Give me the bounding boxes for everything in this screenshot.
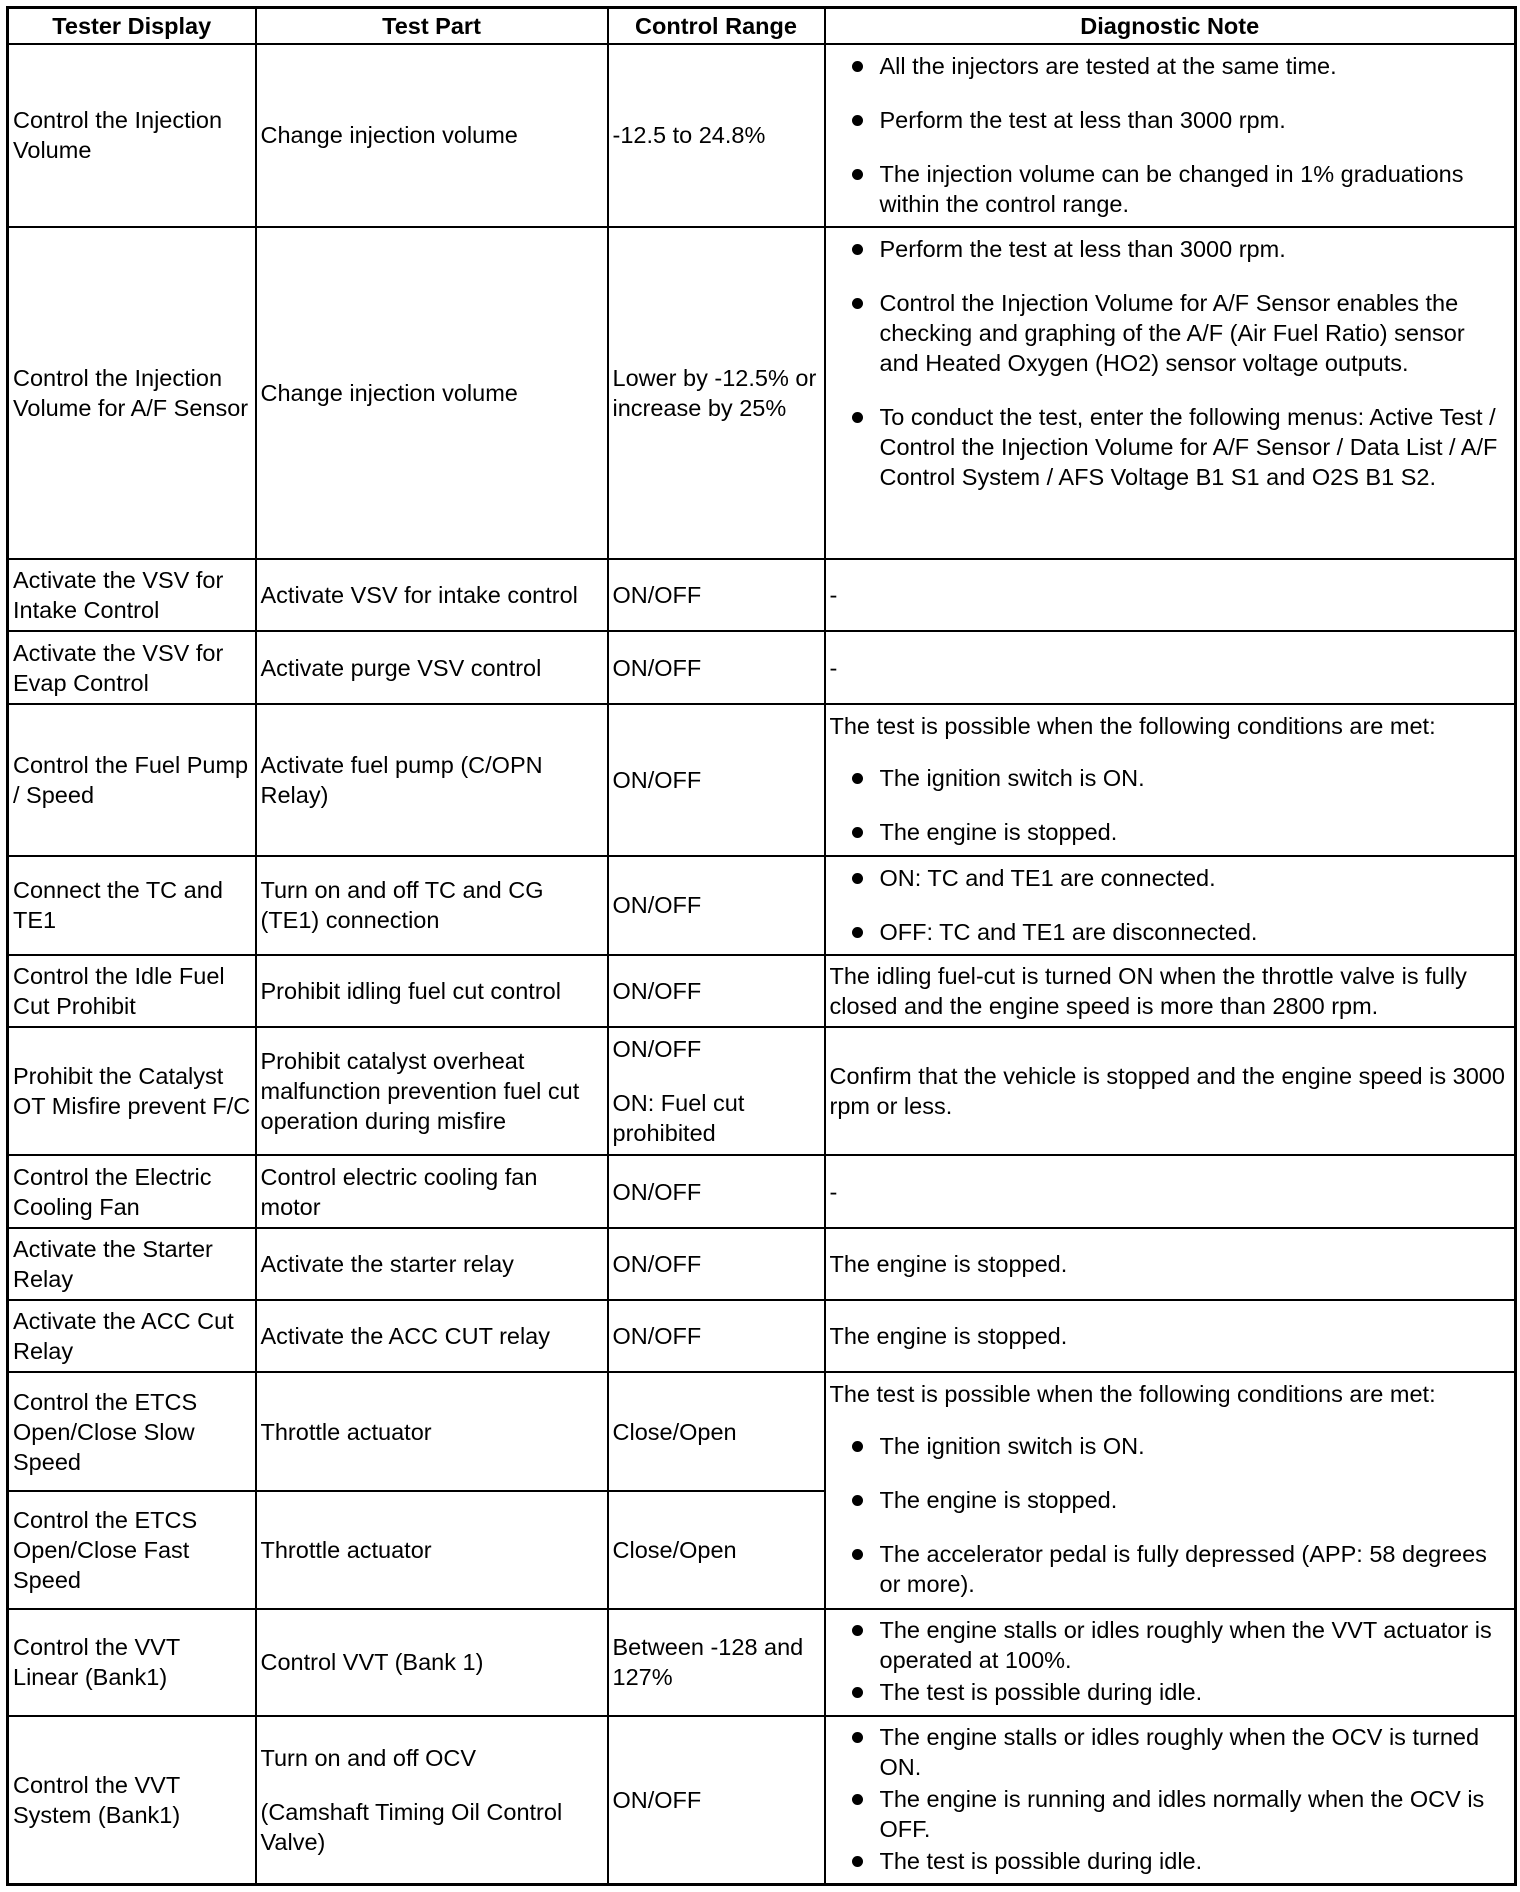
note-lead: The test is possible when the following conditions are met:	[829, 712, 1436, 739]
tester-display-cell: Activate the VSV for Evap Control	[8, 631, 256, 703]
tester-display-cell: Control the VVT System (Bank1)	[8, 1716, 256, 1885]
tester-display-cell: Activate the VSV for Intake Control	[8, 559, 256, 631]
table-row	[8, 955, 1516, 1027]
test-part-cell: Activate fuel pump (C/OPN Relay)	[256, 704, 608, 857]
test-part-cell: Prohibit idling fuel cut control	[256, 955, 608, 1027]
diagnostic-note-cell	[825, 1372, 1516, 1609]
note-bullet: All the injectors are tested at the same time.	[830, 51, 1511, 81]
test-part-cell	[256, 1716, 608, 1885]
note-bullet: The ignition switch is ON.	[830, 1431, 1511, 1461]
test-part-cell: Control electric cooling fan motor	[256, 1155, 608, 1227]
active-test-table	[6, 6, 1517, 1886]
control-range-cell: ON/OFF	[608, 955, 825, 1027]
tester-display-cell: Control the Idle Fuel Cut Prohibit	[8, 955, 256, 1027]
note-bullet: Perform the test at less than 3000 rpm.	[830, 105, 1511, 135]
test-part-cell: Change injection volume	[256, 44, 608, 227]
note-bullets	[830, 1615, 1511, 1707]
diagnostic-note-cell	[825, 1609, 1516, 1715]
diagnostic-note-cell	[825, 44, 1516, 227]
tester-display-cell: Activate the ACC Cut Relay	[8, 1300, 256, 1372]
tester-display-cell: Prohibit the Catalyst OT Misfire prevent F/C	[8, 1027, 256, 1156]
diagnostic-note-cell: -	[825, 631, 1516, 703]
note-lead: The test is possible when the following conditions are met:	[829, 1381, 1436, 1408]
note-bullets	[830, 234, 1511, 492]
table-row	[8, 227, 1516, 559]
table-row	[8, 1300, 1516, 1372]
tester-display-cell: Control the ETCS Open/Close Fast Speed	[8, 1491, 256, 1609]
diagnostic-note-cell	[825, 856, 1516, 954]
tester-display-cell: Connect the TC and TE1	[8, 856, 256, 954]
control-range-cell: Close/Open	[608, 1491, 825, 1609]
test-part-cell: Throttle actuator	[256, 1372, 608, 1490]
test-part-cell: Activate VSV for intake control	[256, 559, 608, 631]
table-row	[8, 1716, 1516, 1885]
note-bullet: The ignition switch is ON.	[830, 763, 1511, 793]
tester-display-cell: Control the Injection Volume for A/F Sensor	[8, 227, 256, 559]
tester-display-cell: Control the VVT Linear (Bank1)	[8, 1609, 256, 1715]
test-part-cell: Change injection volume	[256, 227, 608, 559]
active-test-page	[6, 6, 1514, 1886]
control-range-cell: ON/OFF	[608, 1300, 825, 1372]
control-range-cell: ON/OFF	[608, 559, 825, 631]
table-row	[8, 1372, 1516, 1490]
tester-display-cell: Control the Electric Cooling Fan	[8, 1155, 256, 1227]
tester-display-cell: Control the ETCS Open/Close Slow Speed	[8, 1372, 256, 1490]
control-range-cell: ON/OFF	[608, 1228, 825, 1300]
note-bullet: The test is possible during idle.	[830, 1677, 1511, 1707]
control-range-cell	[608, 1027, 825, 1156]
header-diagnostic-note: Diagnostic Note	[825, 8, 1516, 45]
diagnostic-note-cell: -	[825, 1155, 1516, 1227]
note-bullet: The accelerator pedal is fully depressed (APP: 58 degrees or more).	[830, 1539, 1511, 1599]
diagnostic-note-cell: The engine is stopped.	[825, 1300, 1516, 1372]
test-part-value: Turn on and off OCV	[260, 1744, 477, 1771]
control-range-cell: Close/Open	[608, 1372, 825, 1490]
table-row	[8, 559, 1516, 631]
control-range-cell: ON/OFF	[608, 631, 825, 703]
note-bullet: The engine is running and idles normally when the OCV is OFF.	[830, 1784, 1511, 1844]
note-bullet: OFF: TC and TE1 are disconnected.	[830, 917, 1511, 947]
note-bullet: Perform the test at less than 3000 rpm.	[830, 234, 1511, 264]
note-bullets	[830, 863, 1511, 947]
table-row	[8, 1027, 1516, 1156]
diagnostic-note-cell: -	[825, 559, 1516, 631]
control-range-cell: ON/OFF	[608, 856, 825, 954]
note-bullets	[830, 1722, 1511, 1876]
control-range-value: ON/OFF	[612, 1036, 702, 1063]
table-row	[8, 704, 1516, 857]
diagnostic-note-cell: The engine is stopped.	[825, 1228, 1516, 1300]
control-range-cell: Lower by -12.5% or increase by 25%	[608, 227, 825, 559]
test-part-detail: (Camshaft Timing Oil Control Valve)	[260, 1798, 563, 1855]
header-test-part: Test Part	[256, 8, 608, 45]
note-bullets	[830, 763, 1511, 847]
note-bullet: To conduct the test, enter the following menus: Active Test / Control the Injection Volume for A/F Sensor / Data List / A/F Control System / AFS Voltage B1 S1 and O2S B1 S2.	[830, 402, 1511, 492]
diagnostic-note-cell: The idling fuel-cut is turned ON when the throttle valve is fully closed and the engine speed is more than 2800 rpm.	[825, 955, 1516, 1027]
note-bullet: ON: TC and TE1 are connected.	[830, 863, 1511, 893]
note-bullet: The engine stalls or idles roughly when the VVT actuator is operated at 100%.	[830, 1615, 1511, 1675]
test-part-cell: Control VVT (Bank 1)	[256, 1609, 608, 1715]
table-row	[8, 44, 1516, 227]
table-row	[8, 1155, 1516, 1227]
test-part-cell: Activate purge VSV control	[256, 631, 608, 703]
test-part-cell: Activate the starter relay	[256, 1228, 608, 1300]
test-part-cell: Throttle actuator	[256, 1491, 608, 1609]
tester-display-cell: Control the Injection Volume	[8, 44, 256, 227]
control-range-cell: -12.5 to 24.8%	[608, 44, 825, 227]
control-range-cell: Between -128 and 127%	[608, 1609, 825, 1715]
diagnostic-note-cell: Confirm that the vehicle is stopped and the engine speed is 3000 rpm or less.	[825, 1027, 1516, 1156]
note-bullet: The test is possible during idle.	[830, 1846, 1511, 1876]
test-part-cell: Turn on and off TC and CG (TE1) connection	[256, 856, 608, 954]
tester-display-cell: Control the Fuel Pump / Speed	[8, 704, 256, 857]
diagnostic-note-cell	[825, 704, 1516, 857]
note-bullet: The engine is stopped.	[830, 1485, 1511, 1515]
note-bullet: The engine stalls or idles roughly when the OCV is turned ON.	[830, 1722, 1511, 1782]
note-bullet: Control the Injection Volume for A/F Sensor enables the checking and graphing of the A/F (Air Fuel Ratio) sensor and Heated Oxygen (HO2) sensor voltage outputs.	[830, 288, 1511, 378]
diagnostic-note-cell	[825, 1716, 1516, 1885]
note-bullet: The engine is stopped.	[830, 817, 1511, 847]
control-range-cell: ON/OFF	[608, 1155, 825, 1227]
table-row	[8, 631, 1516, 703]
control-range-cell: ON/OFF	[608, 1716, 825, 1885]
table-row	[8, 856, 1516, 954]
test-part-cell: Prohibit catalyst overheat malfunction prevention fuel cut operation during misfire	[256, 1027, 608, 1156]
control-range-cell: ON/OFF	[608, 704, 825, 857]
control-range-detail: ON: Fuel cut prohibited	[612, 1090, 745, 1147]
tester-display-cell: Activate the Starter Relay	[8, 1228, 256, 1300]
note-bullets	[830, 51, 1511, 219]
table-row	[8, 1228, 1516, 1300]
table-row	[8, 1609, 1516, 1715]
header-control-range: Control Range	[608, 8, 825, 45]
diagnostic-note-cell	[825, 227, 1516, 559]
note-bullet: The injection volume can be changed in 1% graduations within the control range.	[830, 159, 1511, 219]
header-row	[8, 8, 1516, 45]
note-bullets	[830, 1431, 1511, 1599]
header-tester-display: Tester Display	[8, 8, 256, 45]
test-part-cell: Activate the ACC CUT relay	[256, 1300, 608, 1372]
